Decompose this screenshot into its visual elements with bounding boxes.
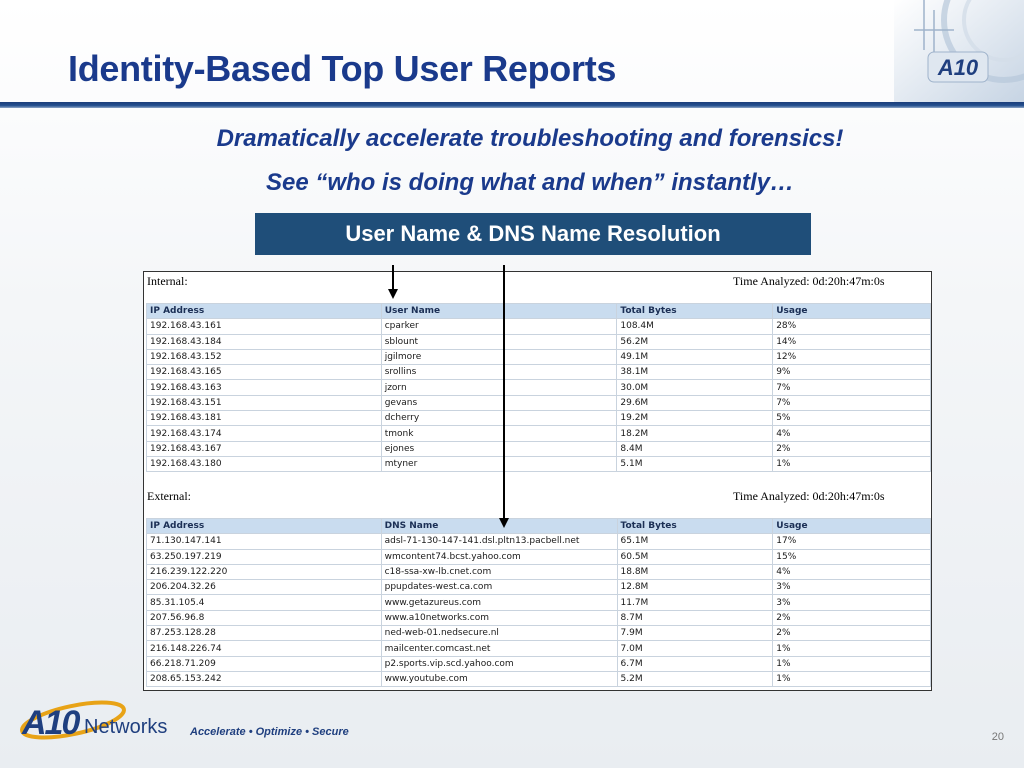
- internal-section-header: [147, 274, 927, 294]
- cell-usage: 17%: [773, 534, 931, 549]
- cell-dns-name: c18-ssa-xw-lb.cnet.com: [381, 564, 617, 579]
- cell-dns-name: mailcenter.comcast.net: [381, 641, 617, 656]
- corner-circuit-graphic: [894, 0, 1024, 108]
- cell-user-name: cparker: [381, 319, 617, 334]
- cell-usage: 1%: [773, 656, 931, 671]
- subtitle-line-1: Dramatically accelerate troubleshooting and forensics!: [216, 125, 844, 152]
- down-arrow-icon: [499, 518, 509, 528]
- table-row: [147, 365, 931, 380]
- table-row: [147, 610, 931, 625]
- cell-ip-address: 207.56.96.8: [147, 610, 382, 625]
- table-row: [147, 426, 931, 441]
- external-hosts-table: [146, 518, 931, 687]
- report-panel: [143, 271, 932, 691]
- table-row: [147, 580, 931, 595]
- cell-ip-address: 216.239.122.220: [147, 564, 382, 579]
- table-row: [147, 534, 931, 549]
- cell-user-name: dcherry: [381, 411, 617, 426]
- logo-tagline: Accelerate • Optimize • Secure: [190, 726, 349, 738]
- table-header-row: [147, 304, 931, 319]
- cell-total-bytes: 12.8M: [617, 580, 773, 595]
- cell-total-bytes: 49.1M: [617, 349, 773, 364]
- cell-total-bytes: 7.9M: [617, 626, 773, 641]
- cell-dns-name: www.getazureus.com: [381, 595, 617, 610]
- column-header-dns-name: DNS Name: [381, 519, 617, 534]
- cell-dns-name: ned-web-01.nedsecure.nl: [381, 626, 617, 641]
- subtitle-line-2: See “who is doing what and when” instantly…: [265, 169, 795, 196]
- cell-user-name: sblount: [381, 334, 617, 349]
- cell-user-name: gevans: [381, 395, 617, 410]
- column-header-usage: Usage: [773, 519, 931, 534]
- cell-ip-address: 66.218.71.209: [147, 656, 382, 671]
- table-row: [147, 380, 931, 395]
- cell-total-bytes: 65.1M: [617, 534, 773, 549]
- cell-dns-name: ppupdates-west.ca.com: [381, 580, 617, 595]
- footer-logo: [18, 694, 438, 750]
- cell-total-bytes: 18.8M: [617, 564, 773, 579]
- cell-usage: 1%: [773, 671, 931, 686]
- down-arrow-icon: [388, 289, 398, 299]
- cell-user-name: srollins: [381, 365, 617, 380]
- cell-usage: 7%: [773, 395, 931, 410]
- cell-ip-address: 192.168.43.174: [147, 426, 382, 441]
- feature-banner: User Name & DNS Name Resolution: [255, 213, 811, 255]
- cell-ip-address: 71.130.147.141: [147, 534, 382, 549]
- column-header-total-bytes: Total Bytes: [617, 519, 773, 534]
- cell-usage: 2%: [773, 626, 931, 641]
- cell-ip-address: 192.168.43.165: [147, 365, 382, 380]
- cell-total-bytes: 18.2M: [617, 426, 773, 441]
- table-row: [147, 595, 931, 610]
- cell-usage: 9%: [773, 365, 931, 380]
- logo-wordmark: Networks: [84, 716, 168, 738]
- cell-usage: 15%: [773, 549, 931, 564]
- cell-ip-address: 192.168.43.163: [147, 380, 382, 395]
- cell-ip-address: 206.204.32.26: [147, 580, 382, 595]
- table-row: [147, 456, 931, 471]
- logo-mark: A10: [22, 704, 79, 742]
- cell-usage: 7%: [773, 380, 931, 395]
- internal-label: Internal:: [147, 274, 188, 288]
- page-number: 20: [991, 731, 1004, 743]
- cell-usage: 1%: [773, 641, 931, 656]
- cell-ip-address: 63.250.197.219: [147, 549, 382, 564]
- cell-dns-name: adsl-71-130-147-141.dsl.pltn13.pacbell.net: [381, 534, 617, 549]
- cell-total-bytes: 6.7M: [617, 656, 773, 671]
- cell-usage: 4%: [773, 426, 931, 441]
- table-row: [147, 626, 931, 641]
- cell-total-bytes: 11.7M: [617, 595, 773, 610]
- table-row: [147, 656, 931, 671]
- cell-usage: 5%: [773, 411, 931, 426]
- cell-usage: 1%: [773, 456, 931, 471]
- arrow-to-dnsname-line: [503, 265, 505, 518]
- cell-usage: 2%: [773, 441, 931, 456]
- external-section-header: [147, 489, 927, 509]
- column-header-ip-address: IP Address: [147, 304, 382, 319]
- cell-total-bytes: 29.6M: [617, 395, 773, 410]
- cell-ip-address: 192.168.43.151: [147, 395, 382, 410]
- cell-total-bytes: 108.4M: [617, 319, 773, 334]
- table-row: [147, 549, 931, 564]
- table-row: [147, 319, 931, 334]
- external-label: External:: [147, 489, 191, 503]
- cell-ip-address: 192.168.43.184: [147, 334, 382, 349]
- cell-user-name: tmonk: [381, 426, 617, 441]
- cell-dns-name: p2.sports.vip.scd.yahoo.com: [381, 656, 617, 671]
- external-time-analyzed: Time Analyzed: 0d:20h:47m:0s: [733, 489, 885, 503]
- cell-total-bytes: 5.1M: [617, 456, 773, 471]
- cell-dns-name: wmcontent74.bcst.yahoo.com: [381, 549, 617, 564]
- title-divider: [0, 102, 1024, 108]
- slide-title: Identity-Based Top User Reports: [68, 48, 617, 89]
- cell-ip-address: 192.168.43.180: [147, 456, 382, 471]
- table-row: [147, 441, 931, 456]
- table-header-row: [147, 519, 931, 534]
- cell-ip-address: 216.148.226.74: [147, 641, 382, 656]
- cell-total-bytes: 30.0M: [617, 380, 773, 395]
- cell-user-name: jzorn: [381, 380, 617, 395]
- column-header-ip-address: IP Address: [147, 519, 382, 534]
- cell-ip-address: 192.168.43.152: [147, 349, 382, 364]
- table-row: [147, 411, 931, 426]
- table-row: [147, 671, 931, 686]
- cell-ip-address: 192.168.43.167: [147, 441, 382, 456]
- corner-decoration: [894, 0, 1024, 108]
- cell-usage: 3%: [773, 580, 931, 595]
- cell-usage: 14%: [773, 334, 931, 349]
- cell-usage: 12%: [773, 349, 931, 364]
- cell-dns-name: www.youtube.com: [381, 671, 617, 686]
- corner-logo-text: A10: [937, 55, 979, 80]
- cell-total-bytes: 60.5M: [617, 549, 773, 564]
- cell-ip-address: 208.65.153.242: [147, 671, 382, 686]
- table-row: [147, 641, 931, 656]
- table-row: [147, 334, 931, 349]
- cell-ip-address: 87.253.128.28: [147, 626, 382, 641]
- cell-dns-name: www.a10networks.com: [381, 610, 617, 625]
- cell-total-bytes: 8.7M: [617, 610, 773, 625]
- cell-ip-address: 192.168.43.161: [147, 319, 382, 334]
- cell-usage: 4%: [773, 564, 931, 579]
- arrow-to-username-line: [392, 265, 394, 289]
- cell-total-bytes: 8.4M: [617, 441, 773, 456]
- internal-users-table: [146, 303, 931, 472]
- cell-total-bytes: 38.1M: [617, 365, 773, 380]
- column-header-user-name: User Name: [381, 304, 617, 319]
- table-row: [147, 395, 931, 410]
- table-row: [147, 349, 931, 364]
- cell-total-bytes: 19.2M: [617, 411, 773, 426]
- table-row: [147, 564, 931, 579]
- cell-total-bytes: 56.2M: [617, 334, 773, 349]
- cell-total-bytes: 7.0M: [617, 641, 773, 656]
- cell-usage: 3%: [773, 595, 931, 610]
- cell-user-name: mtyner: [381, 456, 617, 471]
- cell-user-name: jgilmore: [381, 349, 617, 364]
- internal-time-analyzed: Time Analyzed: 0d:20h:47m:0s: [733, 274, 885, 288]
- cell-ip-address: 85.31.105.4: [147, 595, 382, 610]
- column-header-total-bytes: Total Bytes: [617, 304, 773, 319]
- column-header-usage: Usage: [773, 304, 931, 319]
- cell-ip-address: 192.168.43.181: [147, 411, 382, 426]
- cell-usage: 2%: [773, 610, 931, 625]
- cell-user-name: ejones: [381, 441, 617, 456]
- cell-usage: 28%: [773, 319, 931, 334]
- cell-total-bytes: 5.2M: [617, 671, 773, 686]
